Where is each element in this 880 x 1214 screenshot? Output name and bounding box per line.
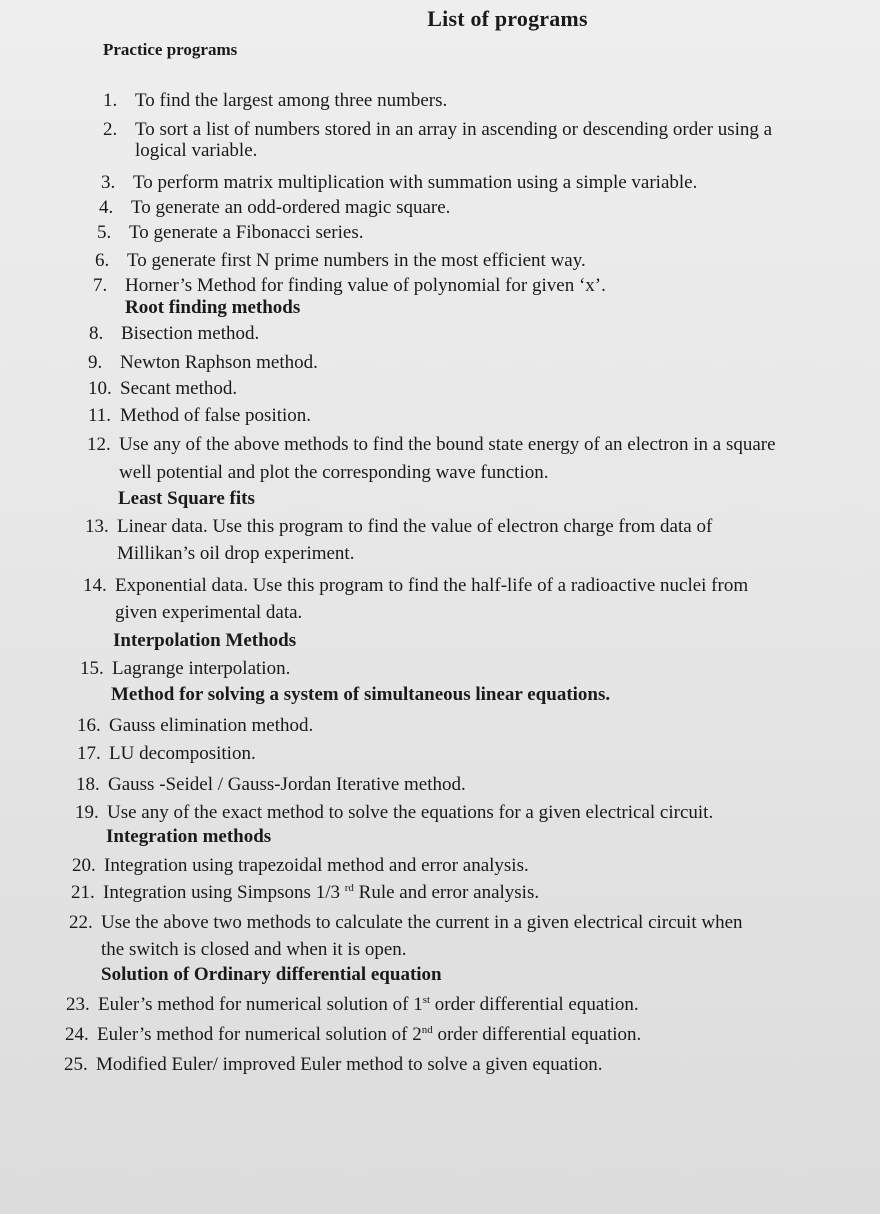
item-text: To sort a list of numbers stored in an array in ascending or descending order using a [135,119,773,140]
list-item-10 [88,376,237,401]
item-text: To find the largest among three numbers. [135,90,448,111]
item-number: 9. [88,352,103,373]
list-item-11 [88,403,311,428]
item-number: 10. [88,378,112,399]
item-text-continuation: given experimental data. [115,602,303,623]
item-number: 22. [69,912,93,933]
section-heading-ode: Solution of Ordinary differential equation [101,964,442,985]
item-number: 21. [71,882,95,903]
list-item-9 [88,350,318,375]
section-heading-interpolation: Interpolation Methods [113,630,297,651]
item-number: 18. [76,774,100,795]
item-number: 8. [89,323,104,344]
item-number: 23. [66,994,90,1015]
ordinal-superscript: rd [344,882,354,894]
item-number: 20. [72,855,96,876]
item-text: Integration using trapezoidal method and error analysis. [104,855,529,876]
section-heading-least-square: Least Square fits [118,488,255,509]
item-number: 3. [101,172,116,193]
item-number: 16. [77,715,101,736]
ordinal-superscript: st [422,994,431,1006]
list-item-21 [71,880,539,905]
item-text: To generate an odd-ordered magic square. [131,197,451,218]
list-item-20 [72,853,529,878]
list-item-4 [99,195,450,220]
item-text-continuation: well potential and plot the corresponding wave function. [119,462,549,483]
list-item-6 [95,248,586,273]
item-number: 25. [64,1054,88,1075]
document-title: List of programs [427,6,588,31]
list-item-17 [77,741,256,766]
item-number: 5. [97,222,112,243]
item-number: 4. [99,197,114,218]
item-text: Exponential data. Use this program to find the half-life of a radioactive nuclei from [115,575,749,596]
item-number: 24. [65,1024,89,1045]
item-number: 13. [85,516,109,537]
item-text-continuation: logical variable. [135,140,258,161]
item-number: 1. [103,90,118,111]
item-text: Use any of the exact method to solve the equations for a given electrical circuit. [107,802,714,823]
item-text: Lagrange interpolation. [112,658,291,679]
item-text: Method of false position. [120,405,312,426]
list-item-23 [66,992,639,1017]
list-item-18 [76,772,466,797]
item-number: 2. [103,119,118,140]
item-text: Secant method. [120,378,238,399]
item-text-tail: order differential equation. [437,1024,642,1045]
section-heading-root-finding: Root finding methods [125,297,301,318]
list-item-15 [80,656,290,681]
list-item-7 [93,273,606,298]
item-number: 11. [88,405,112,426]
item-text: LU decomposition. [109,743,256,764]
item-text: Euler’s method for numerical solution of 2 [97,1024,422,1045]
list-item-1 [103,88,447,113]
list-item-12 [87,432,776,485]
section-heading-integration: Integration methods [106,826,272,847]
item-number: 7. [93,275,108,296]
ordinal-superscript: nd [421,1024,433,1036]
list-item-14 [83,573,748,625]
item-text-tail: order differential equation. [434,994,639,1015]
list-item-13 [85,514,712,566]
list-item-8 [89,321,259,346]
item-text: To generate a Fibonacci series. [129,222,364,243]
item-text: Bisection method. [121,323,260,344]
item-number: 17. [77,743,101,764]
item-text: Linear data. Use this program to find the value of electron charge from data of [117,516,713,537]
item-number: 14. [83,575,107,596]
item-number: 12. [87,434,111,455]
item-text: Gauss elimination method. [109,715,314,736]
section-heading-practice: Practice programs [103,40,238,59]
item-text: Euler’s method for numerical solution of 1 [98,994,423,1015]
section-heading-linear-equations: Method for solving a system of simultaneous linear equations. [111,684,611,705]
item-number: 19. [75,802,99,823]
item-text-continuation: the switch is closed and when it is open. [101,939,407,960]
list-item-25 [64,1052,603,1077]
list-item-16 [77,713,313,738]
item-text: To perform matrix multiplication with summation using a simple variable. [133,172,698,193]
item-text: Use any of the above methods to find the bound state energy of an electron in a square [119,434,776,455]
item-text-tail: Rule and error analysis. [358,882,540,903]
list-item-2 [103,117,772,163]
item-text: To generate first N prime numbers in the most efficient way. [127,250,586,271]
item-number: 6. [95,250,110,271]
item-text: Use the above two methods to calculate the current in a given electrical circuit when [101,912,743,933]
list-item-24 [65,1022,641,1047]
list-item-19 [75,800,713,825]
list-item-5 [97,220,364,245]
list-item-22 [69,910,743,962]
item-text: Modified Euler/ improved Euler method to solve a given equation. [96,1054,603,1075]
list-item-3 [101,170,697,195]
item-text: Horner’s Method for finding value of polynomial for given ‘x’. [125,275,606,296]
item-text-continuation: Millikan’s oil drop experiment. [117,543,355,564]
item-text: Newton Raphson method. [120,352,318,373]
item-number: 15. [80,658,104,679]
item-text: Integration using Simpsons 1/3 [103,882,340,903]
item-text: Gauss -Seidel / Gauss-Jordan Iterative method. [108,774,466,795]
